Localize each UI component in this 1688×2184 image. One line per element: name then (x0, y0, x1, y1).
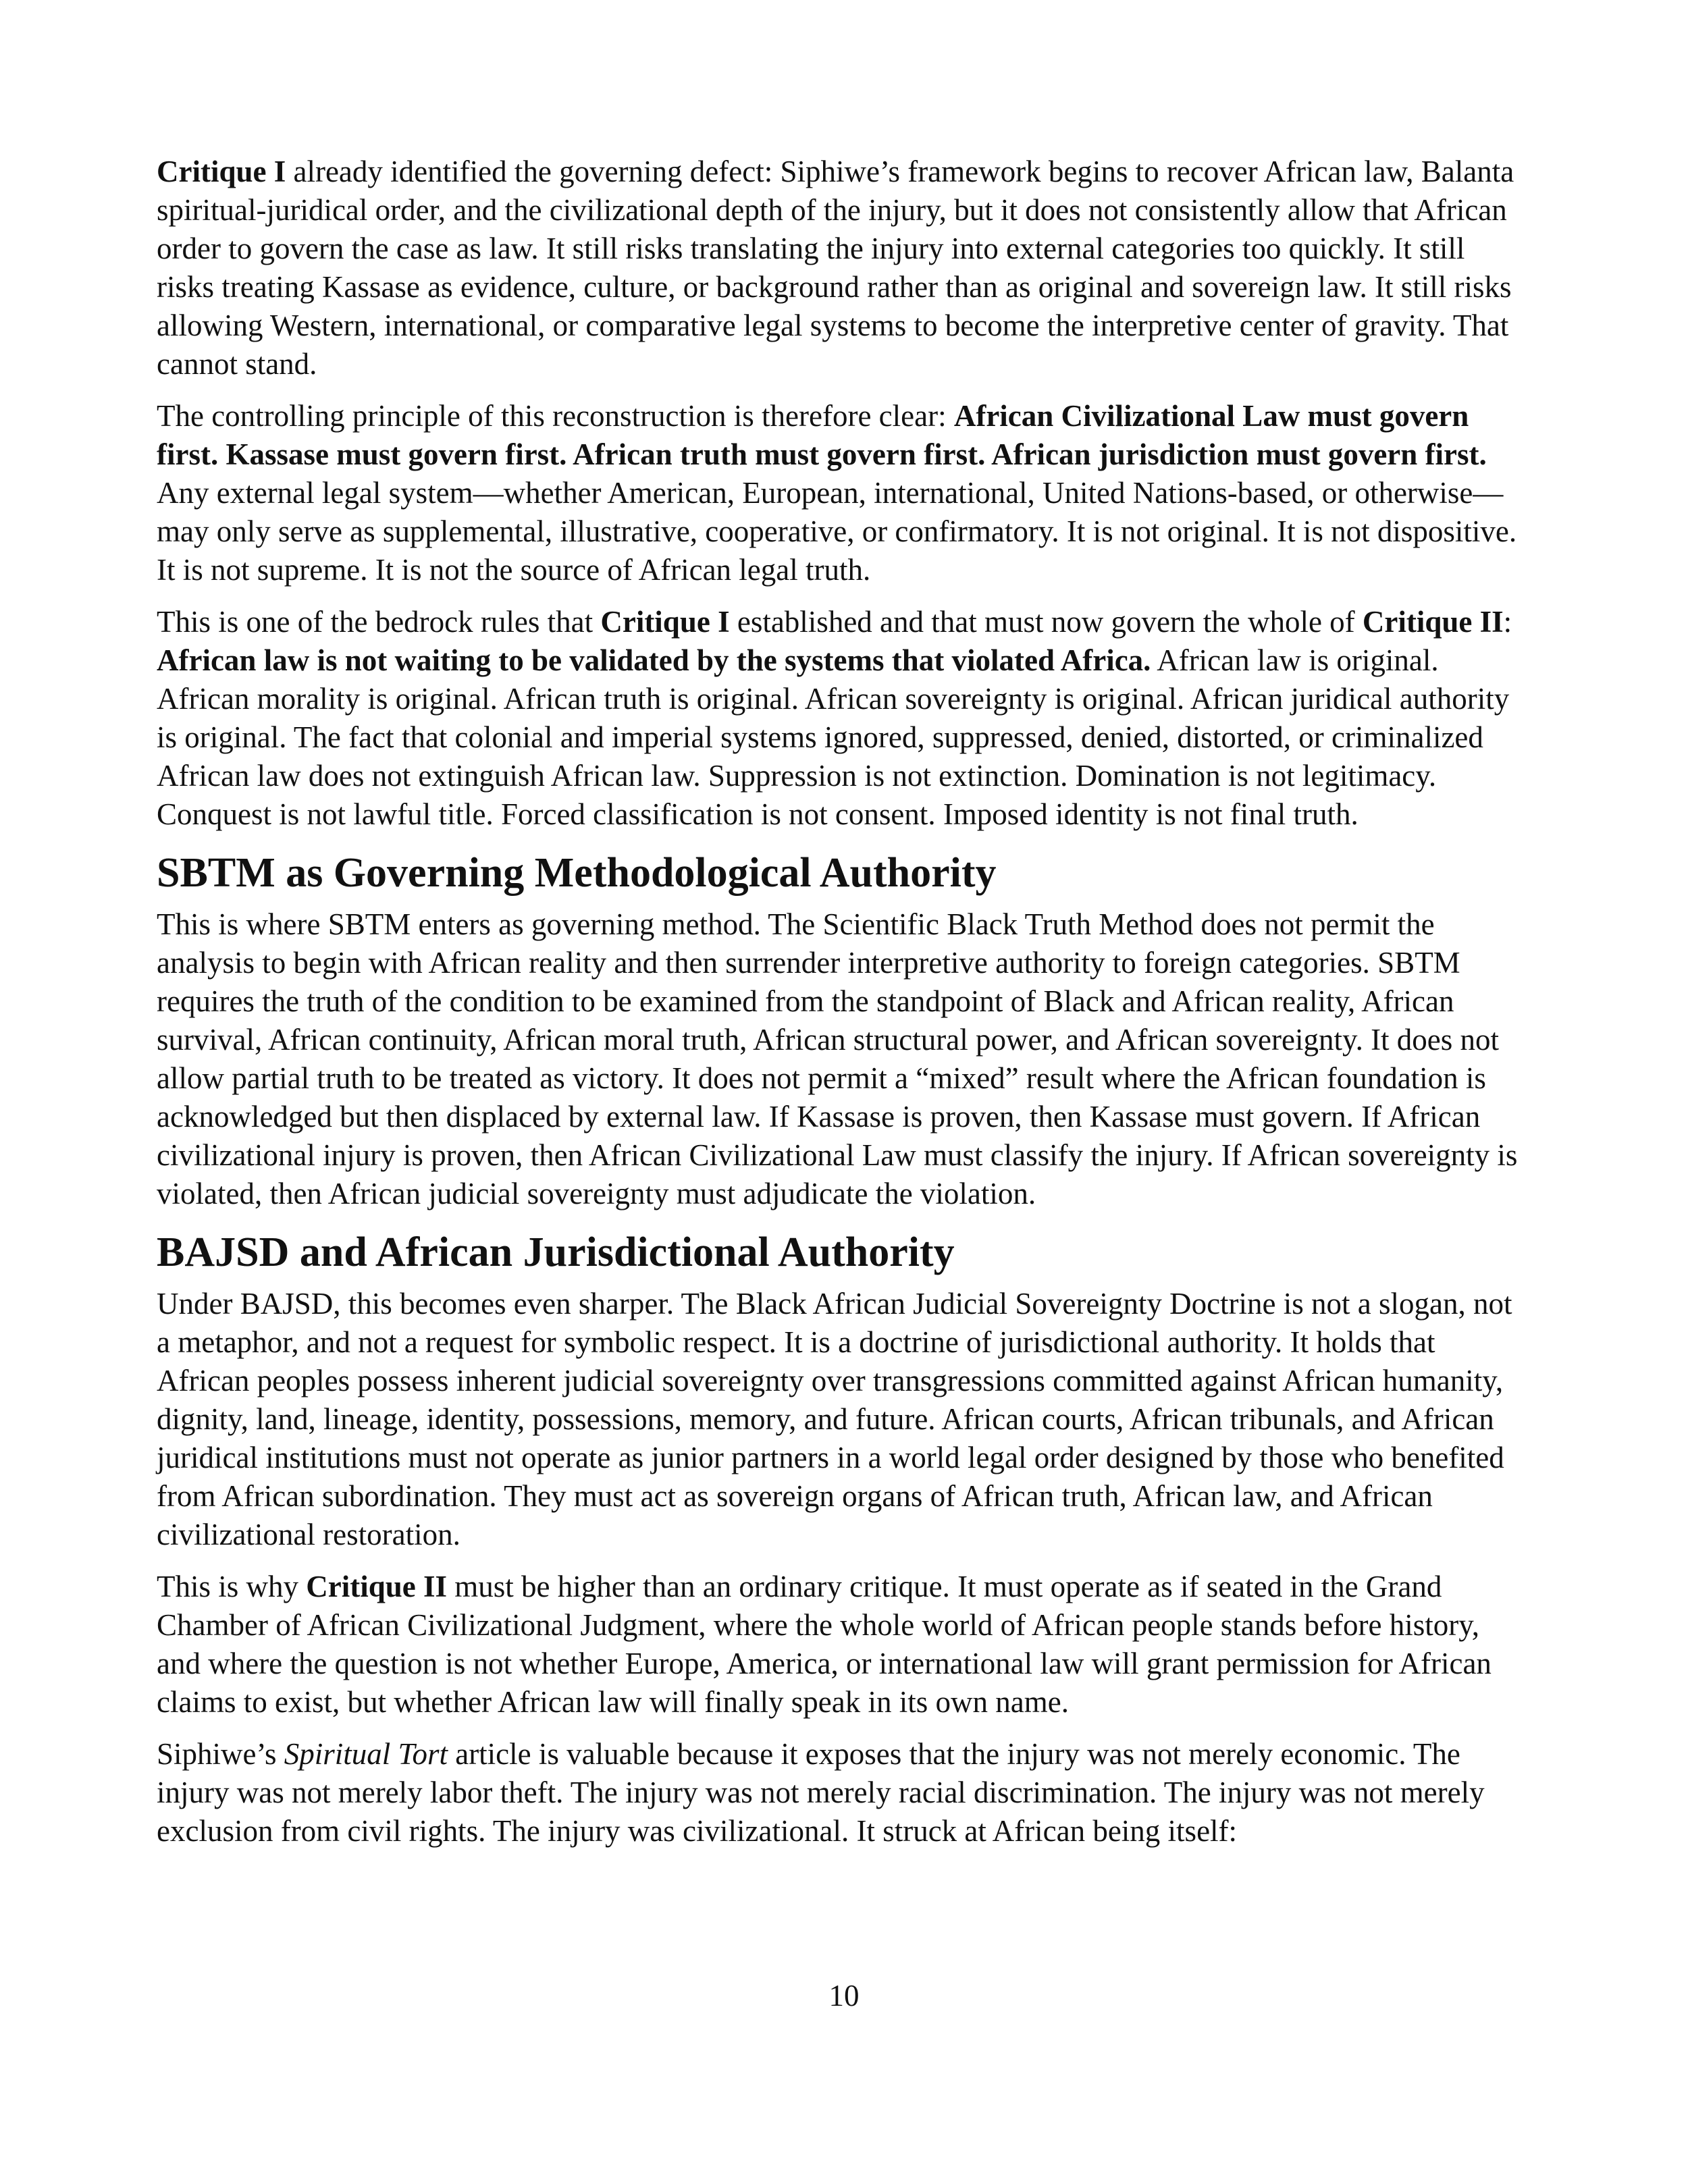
page-number: 10 (828, 1979, 860, 2013)
bold-text: Critique I (600, 605, 730, 639)
paragraph-text: This is why (157, 1570, 307, 1603)
paragraph-critique-ii-chamber (157, 1568, 1529, 1722)
paragraph-text: African law is original. African morality is original. African truth is original. African sovereignty is original. African juridical authority is original. The fact that colonial and imperial systems ignored, suppressed, denied, distorted, or criminalized African law does not extinguish African law. Suppression is not extinction. Domination is not legitimacy. Conquest is not lawful title. Forced classification is not consent. Imposed identity is not final truth. (157, 643, 1510, 831)
paragraph-text: : (1503, 605, 1512, 639)
paragraph-sbtm-method: This is where SBTM enters as governing method. The Scientific Black Truth Method does not permit the analysis to begin with African reality and then surrender interpretive authority to foreign categories. SBTM requires the truth of the condition to be examined from the standpoint of Black and African reality, African survival, African continuity, African moral truth, African structural power, and African sovereignty. It does not allow partial truth to be treated as victory. It does not permit a “mixed” result where the African foundation is acknowledged but then displaced by external law. If Kassase is proven, then Kassase must govern. If African civilizational injury is proven, then African Civilizational Law must classify the injury. If African sovereignty is violated, then African judicial sovereignty must adjudicate the violation. (157, 907, 1518, 1210)
paragraph-text: must be higher than an ordinary critique. It must operate as if seated in the Grand Chamber of African Civilizational Judgment, where the whole world of African people stands before history, and where the question is not whether Europe, America, or international law will grant permission for African claims to exist, but whether African law will finally speak in its own name. (157, 1570, 1492, 1719)
section-heading-bajsd: BAJSD and African Jurisdictional Authority (157, 1229, 955, 1275)
bold-text: Critique II (306, 1570, 448, 1603)
paragraph-bedrock-rule (157, 603, 1529, 834)
paragraph-spiritual-tort (157, 1735, 1529, 1850)
paragraph-bajsd-doctrine: Under BAJSD, this becomes even sharper. The Black African Judicial Sovereignty Doctrine is not a slogan, not a metaphor, and not a request for symbolic respect. It is a doctrine of jurisdictional authority. It holds that African peoples possess inherent judicial sovereignty over transgressions committed against African humanity, dignity, land, lineage, identity, possessions, memory, and future. African courts, African tribunals, and African juridical institutions must not operate as junior partners in a world legal order designed by those who benefited from African subordination. They must act as sovereign organs of African truth, African law, and African civilizational restoration. (157, 1287, 1512, 1551)
paragraph-text: The controlling principle of this reconstruction is therefore clear: (157, 399, 954, 433)
section-heading-sbtm: SBTM as Governing Methodological Authority (157, 850, 997, 896)
bold-text: African Civilizational Law must govern first. Kassase must govern first. African truth must govern first. African jurisdiction must govern first. (157, 399, 1487, 471)
paragraph-text: Any external legal system—whether American, European, international, United Nations-based, or otherwise—may only serve as supplemental, illustrative, cooperative, or confirmatory. It is not original. It is not dispositive. It is not supreme. It is not the source of African legal truth. (157, 476, 1517, 587)
bold-text: Critique II (1362, 605, 1504, 639)
paragraph-text: established and that must now govern the whole of (729, 605, 1363, 639)
paragraph-text: Siphiwe’s (157, 1737, 284, 1771)
paragraph-text: article is valuable because it exposes that the injury was not merely economic. The injury was not merely labor theft. The injury was not merely racial discrimination. The injury was not merely exclusion from civil rights. The injury was civilizational. It struck at African being itself: (157, 1737, 1485, 1848)
document-body (157, 153, 1529, 1864)
paragraph-text: already identified the governing defect: Siphiwe’s framework begins to recover African law, Balanta spiritual-juridical order, and the civilizational depth of the injury, but it does not consistently allow that African order to govern the case as law. It still risks translating the injury into external categories too quickly. It still risks treating Kassase as evidence, culture, or background rather than as original and sovereign law. It still risks allowing Western, international, or comparative legal systems to become the interpretive center of gravity. That cannot stand. (157, 155, 1514, 381)
paragraph-text: This is one of the bedrock rules that (157, 605, 601, 639)
bold-text: Critique I (157, 155, 286, 188)
bold-text: African law is not waiting to be validated by the systems that violated Africa. (157, 643, 1151, 677)
paragraph-controlling-principle (157, 397, 1529, 589)
italic-title: Spiritual Tort (284, 1737, 448, 1771)
paragraph-critique-i-defect (157, 153, 1529, 383)
